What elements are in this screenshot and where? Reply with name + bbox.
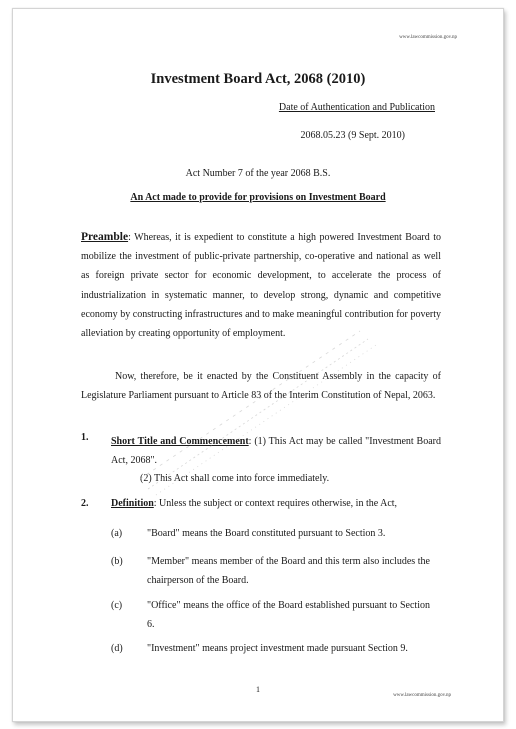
section-2-paragraph <box>111 498 451 509</box>
definition-text: "Board" means the Board constituted pursuant to Section 3. <box>147 528 386 539</box>
section-2-number: 2. <box>81 498 89 509</box>
section-1-text: : (1) This Act may be called "Investment Board Act, 2068". <box>111 436 441 467</box>
definition-item <box>111 596 441 636</box>
act-number: Act Number 7 of the year 2068 B.S. <box>185 168 331 179</box>
authentication-label: Date of Authentication and Publication <box>278 102 435 113</box>
section-2-text: : Unless the subject or context requires otherwise, in the Act, <box>153 498 398 509</box>
footer-url: www.lawcommission.gov.np <box>393 693 451 698</box>
authentication-date: 2068.05.23 (9 Sept. 2010) <box>300 130 405 141</box>
definition-text: "Investment" means project investment made pursuant Section 9. <box>147 643 408 654</box>
preamble-label: Preamble <box>81 231 129 243</box>
section-2-heading: Definition <box>111 498 154 509</box>
preamble-text: : Whereas, it is expedient to constitute a high powered Investment Board to mobilize the investment of public-private partnership, co-operative and national as well as foreign private sector for economic development, to accelerate the process of industrialization in systematic manner, to develop strong, dynamic and competitive economy by constructing infrastructures and to make meaningful contribution for poverty alleviation by creating opportunity of employment. <box>81 232 441 340</box>
preamble-paragraph <box>81 228 441 343</box>
definition-text: "Member" means member of the Board and this term also includes the chairperson of the Board. <box>147 556 430 586</box>
definition-label: (a) <box>111 528 123 539</box>
page-number: 1 <box>256 685 260 694</box>
definition-item <box>111 552 441 592</box>
definition-label: (c) <box>111 600 123 611</box>
enactment-text: Now, therefore, be it enacted by the Constituent Assembly in the capacity of Legislature Parliament pursuant to Article 83 of the Interim Constitution of Nepal, 2063. <box>81 371 441 402</box>
definition-label: (d) <box>111 643 123 654</box>
document-page <box>12 8 504 722</box>
act-subtitle: An Act made to provide for provisions on Investment Board <box>130 192 386 203</box>
definition-label: (b) <box>111 556 123 567</box>
definition-item <box>111 639 441 659</box>
enactment-paragraph <box>81 367 441 405</box>
section-1-paragraph <box>111 432 441 470</box>
section-1-number: 1. <box>81 432 89 443</box>
header-url: www.lawcommission.gov.np <box>399 35 457 40</box>
section-1-subsection: (2) This Act shall come into force immediately. <box>140 473 330 484</box>
document-title: Investment Board Act, 2068 (2010) <box>150 71 366 87</box>
definition-text: "Office" means the office of the Board established pursuant to Section 6. <box>147 600 430 630</box>
definition-item <box>111 524 441 544</box>
section-1-heading: Short Title and Commencement <box>111 436 249 447</box>
